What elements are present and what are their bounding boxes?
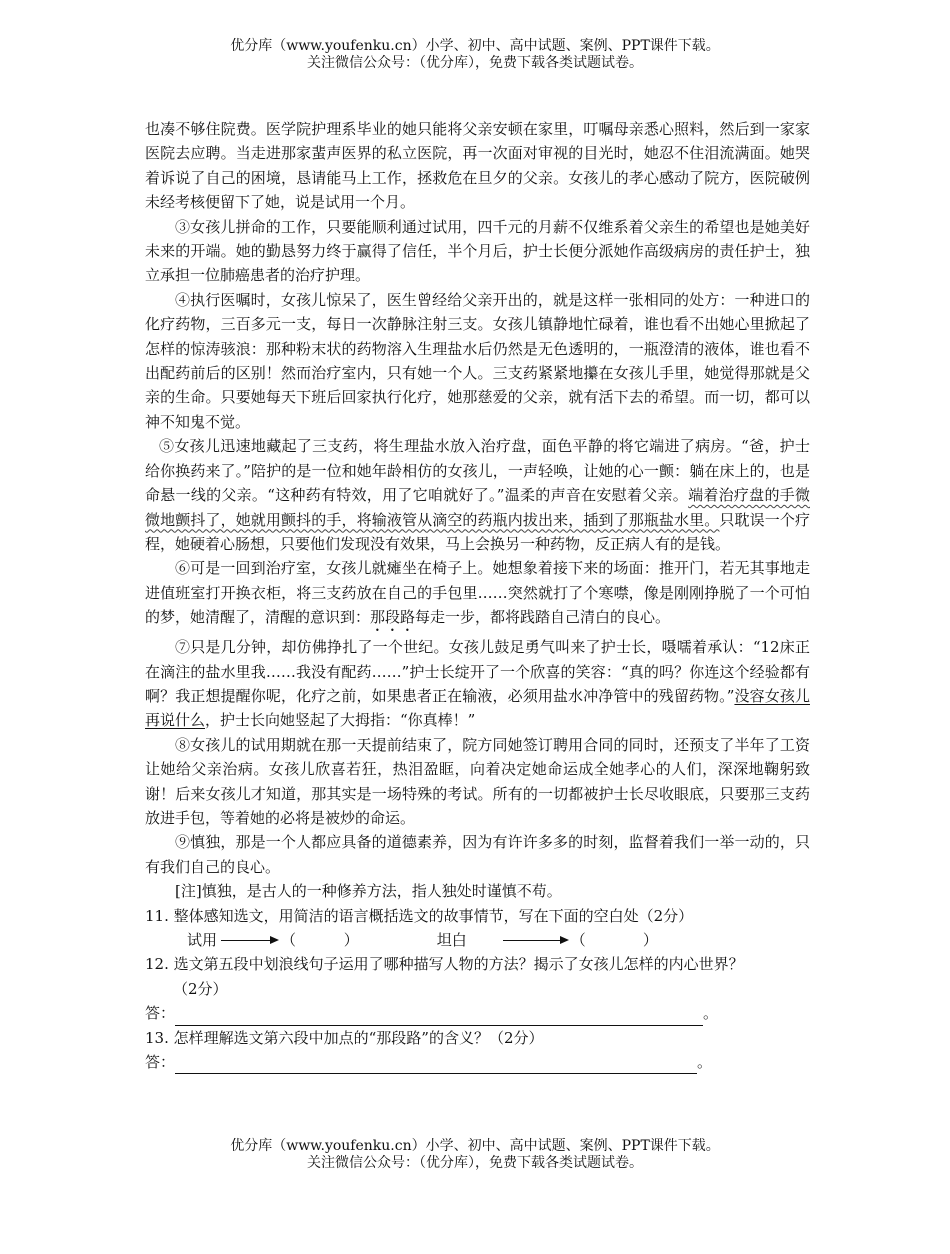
page-header — [0, 38, 950, 72]
flow-blank-2[interactable]: （ ） — [570, 931, 658, 949]
answer-period: 。 — [703, 1004, 719, 1023]
paragraph-9: ⑨慎独，那是一个人都应具备的道德素养，因为有许许多多的时刻，监督着我们一举一动的，只有我们自己的良心。 — [145, 833, 810, 876]
footer-line-1: 优分库（www.youfenku.cn）小学、初中、高中试题、案例、PPT课件下载。 — [230, 1138, 720, 1154]
paragraph-6 — [145, 556, 810, 635]
wavy-underlined-sentence: 端着治疗盘的手微微地颤抖了，她就用颤抖的手，将输液管从滴空的药瓶内拔出来，插到了那瓶盐水里。 — [145, 486, 810, 529]
plot-flow-diagram — [145, 928, 810, 952]
question-11: 11. 整体感知选文，用简洁的语言概括选文的故事情节，写在下面的空白处（2分） — [145, 906, 694, 925]
question-12: 12. 选文第五段中划浪线句子运用了哪种描写人物的方法？揭示了女孩儿怎样的内心世界？ — [145, 955, 744, 974]
paragraph-6-text-b: 每走一步，都将践踏自己清白的良心。 — [415, 608, 671, 627]
header-line-1: 优分库（www.youfenku.cn）小学、初中、高中试题、案例、PPT课件下载。 — [230, 38, 720, 54]
flow-blank-1[interactable]: （ ） — [281, 931, 359, 949]
page-footer — [0, 1138, 950, 1172]
annotation-note: [注]慎独，是古人的一种修养方法，指人独处时谨慎不苟。 — [175, 882, 562, 901]
footer-line-2: 关注微信公众号：（优分库），免费下载各类试题试卷。 — [307, 1155, 643, 1171]
article-body — [145, 117, 810, 1074]
paragraph-8: ⑧女孩儿的试用期就在那一天提前结束了，院方同她签订聘用合同的同时，还预支了半年了工资让她给父亲治病。女孩儿欣喜若狂，热泪盈眶，向着决定她命运成全她孝心的人们，深深地鞠躬致谢！后来女孩儿才知道，那其实是一场特殊的考试。所有的一切都被护士长尽收眼底，只要那三支药放进手包，等着她的必将是被炒的命运。 — [145, 735, 810, 827]
answer-row-12 — [145, 1001, 810, 1025]
answer-line-12[interactable] — [175, 1007, 703, 1026]
answer-period: 。 — [697, 1052, 713, 1071]
question-12-score: （2分） — [173, 979, 228, 998]
paragraph-5 — [145, 434, 810, 556]
flow-step-trial: 试用 — [187, 931, 218, 949]
flow-step-confess: 坦白 — [436, 931, 467, 949]
arrow-right-icon — [221, 940, 277, 941]
question-13: 13. 怎样理解选文第六段中加点的“那段路”的含义？（2分） — [145, 1028, 544, 1047]
paragraph-7-text-a: ⑦只是几分钟，却仿佛挣扎了一个世纪。女孩儿鼓足勇气叫来了护士长，嗫嚅着承认：“12床正在滴注的盐水里我……我没有配药……”护士长绽开了一个欣喜的笑容：“真的吗？你连这个经验都有啊？我正想提醒你呢，化疗之前，如果患者正在输液，必须用盐水冲净管中的残留药物。” — [145, 638, 810, 705]
paragraph-4: ④执行医嘱时，女孩儿惊呆了，医生曾经给父亲开出的，就是这样一张相同的处方：一种进口的化疗药物，三百多元一支，每日一次静脉注射三支。女孩儿镇静地忙碌着，谁也看不出她心里掀起了怎样的惊涛骇浪：那种粉末状的药物溶入生理盐水后仍然是无色透明的，一瓶澄清的液体，谁也看不出配药前后的区别！然而治疗室内，只有她一个人。三支药紧紧地攥在女孩儿手里，她觉得那就是父亲的生命。只要她每天下班后回家执行化疗，她那慈爱的父亲，就有活下去的希望。而一切，都可以神不知鬼不觉。 — [145, 290, 810, 431]
paragraph-7 — [145, 635, 810, 733]
paragraph-5-text-a: ⑤女孩儿迅速地藏起了三支药，将生理盐水放入治疗盘，面色平静的将它端进了病房。“爸，护士给你换药来了。”陪护的是一位和她年龄相仿的女孩儿，一声轻唤，让她的心一颤：躺在床上的，也是命悬一线的父亲。“这种药有特效，用了它咱就好了。”温柔的声音在安慰着父亲。 — [145, 437, 810, 505]
paragraph-2-continued: 也凑不够住院费。医学院护理系毕业的她只能将父亲安顿在家里，叮嘱母亲悉心照料，然后到一家家医院去应聘。当走进那家蜚声医界的私立医院，再一次面对审视的目光时，她忍不住泪流满面。她哭着诉说了自己的困境，恳请能马上工作，拯救危在旦夕的父亲。女孩儿的孝心感动了院方，医院破例未经考核便留下了她，说是试用一个月。 — [145, 120, 810, 212]
paragraph-5-text-b: 只耽误一个疗程，她硬着心肠想，只要他们发现没有效果，马上会换另一种药物，反正病人有的是钱。 — [145, 510, 810, 553]
header-line-2: 关注微信公众号：（优分库），免费下载各类试题试卷。 — [307, 55, 643, 71]
arrow-right-icon — [503, 940, 567, 941]
paragraph-3: ③女孩儿拼命的工作，只要能顺利通过试用，四千元的月薪不仅维系着父亲生的希望也是她美好未来的开端。她的勤恳努力终于赢得了信任，半个月后，护士长便分派她作高级病房的责任护士，独立承担一位肺癌患者的治疗护理。 — [145, 217, 810, 285]
dotted-phrase: 那段路 — [370, 608, 416, 627]
answer-label: 答： — [145, 1004, 176, 1023]
answer-label: 答： — [145, 1052, 176, 1071]
answer-row-13 — [145, 1050, 810, 1074]
underlined-phrase: 没容女孩儿再说什么 — [145, 686, 810, 730]
answer-line-13[interactable] — [175, 1055, 697, 1074]
paragraph-6-text-a: ⑥可是一回到治疗室，女孩儿就瘫坐在椅子上。她想象着接下来的场面：推开门，若无其事地走进值班室打开换衣柜，将三支药放在自己的手包里……突然就打了个寒噤，像是刚刚挣脱了一个可怕的梦，她清醒了，清醒的意识到： — [145, 559, 810, 627]
paragraph-7-text-b: ，护士长向她竖起了大拇指：“你真棒！” — [205, 711, 476, 730]
